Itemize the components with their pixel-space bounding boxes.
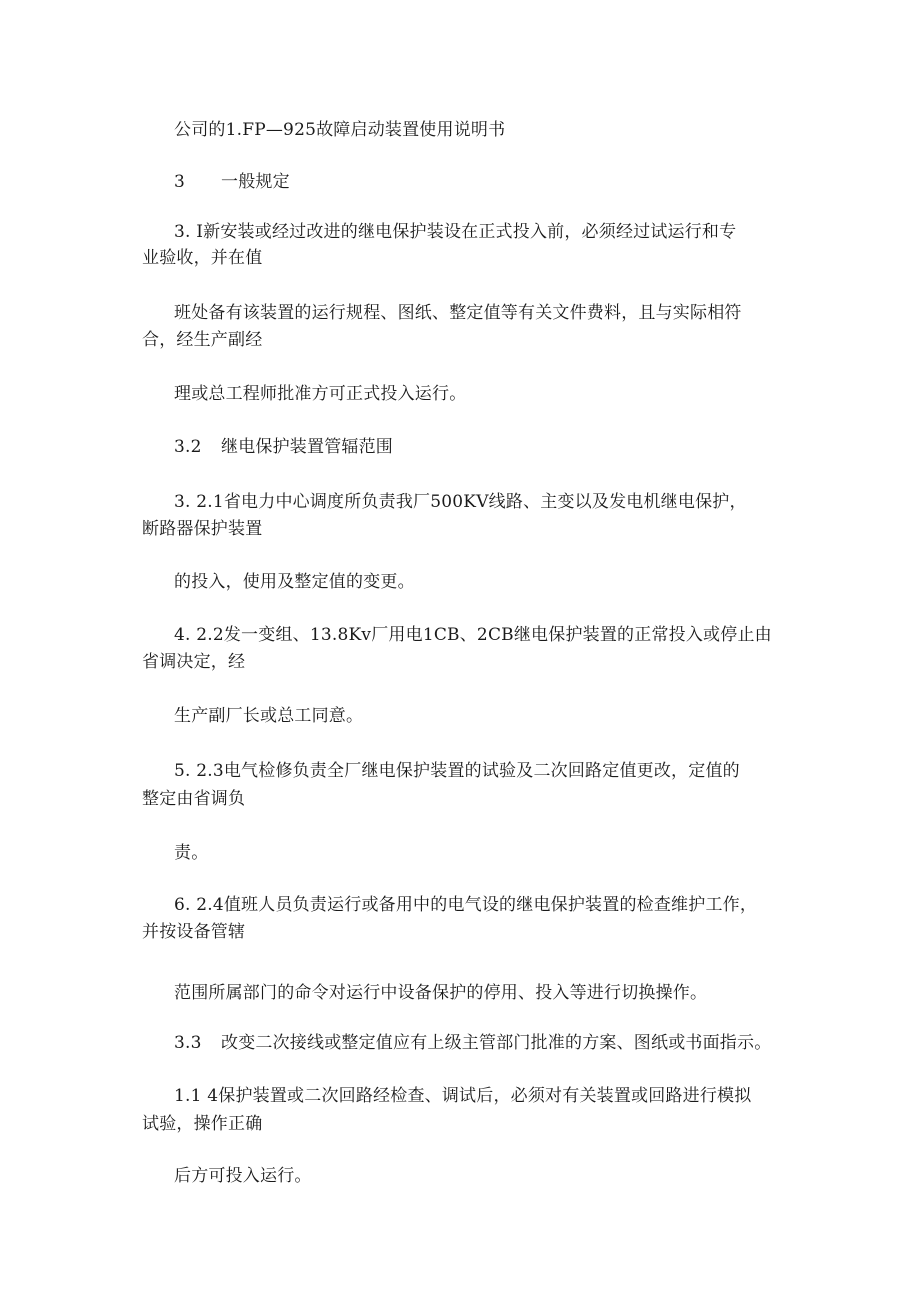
text-line: 范围所属部门的命令对运行中设备保护的停用、投入等进行切换操作。 [174, 983, 708, 1003]
text-line: 1.1 4保护装置或二次回路经检查、调试后，必须对有关装置或回路进行模拟 [174, 1086, 752, 1106]
text-line: 6. 2.4值班人员负责运行或备用中的电气设的继电保护装置的检查维护工作， [174, 895, 758, 915]
text-line: 并按设备管辖 [142, 922, 246, 942]
text-line: 断路器保护装置 [142, 519, 263, 539]
section-number: 3.2 [174, 437, 202, 457]
text-line: 4. 2.2发一变组、13.8Kv厂用电1CB、2CB继电保护装置的正常投入或停止由 [174, 625, 772, 645]
text-line: 业验收，并在值 [142, 248, 263, 268]
text-line: 责。 [174, 843, 209, 863]
section-heading: 一般规定 [221, 172, 290, 192]
text-line: 班处备有该装置的运行规程、图纸、整定值等有关文件费料，且与实际相符 [174, 303, 742, 323]
text-line: 合，经生产副经 [142, 330, 263, 350]
text-line: 生产副厂长或总工同意。 [174, 706, 364, 726]
section-number: 3.3 [174, 1033, 202, 1053]
text-line: 5. 2.3电气检修负责全厂继电保护装置的试验及二次回路定值更改，定值的 [174, 761, 740, 781]
section-heading: 改变二次接线或整定值应有上级主管部门批准的方案、图纸或书面指示。 [221, 1033, 772, 1053]
text-line: 3. 2.1省电力中心调度所负责我厂500KV线路、主变以及发电机继电保护， [174, 492, 747, 512]
section-heading: 继电保护装置管辐范围 [221, 437, 393, 457]
text-line: 整定由省调负 [142, 789, 246, 809]
text-line: 省调决定，经 [142, 652, 246, 672]
text-line: 3. I新安装或经过改进的继电保护装设在正式投入前，必须经过试运行和专 [174, 222, 737, 242]
text-line: 的投入，使用及整定值的变更。 [174, 572, 415, 592]
text-line: 后方可投入运行。 [174, 1166, 312, 1186]
text-line: 公司的1.FP—925故障启动装置使用说明书 [174, 120, 506, 140]
text-line: 试验，操作正确 [142, 1114, 263, 1134]
section-number: 3 [174, 172, 186, 192]
text-line: 理或总工程师批准方可正式投入运行。 [174, 384, 467, 404]
